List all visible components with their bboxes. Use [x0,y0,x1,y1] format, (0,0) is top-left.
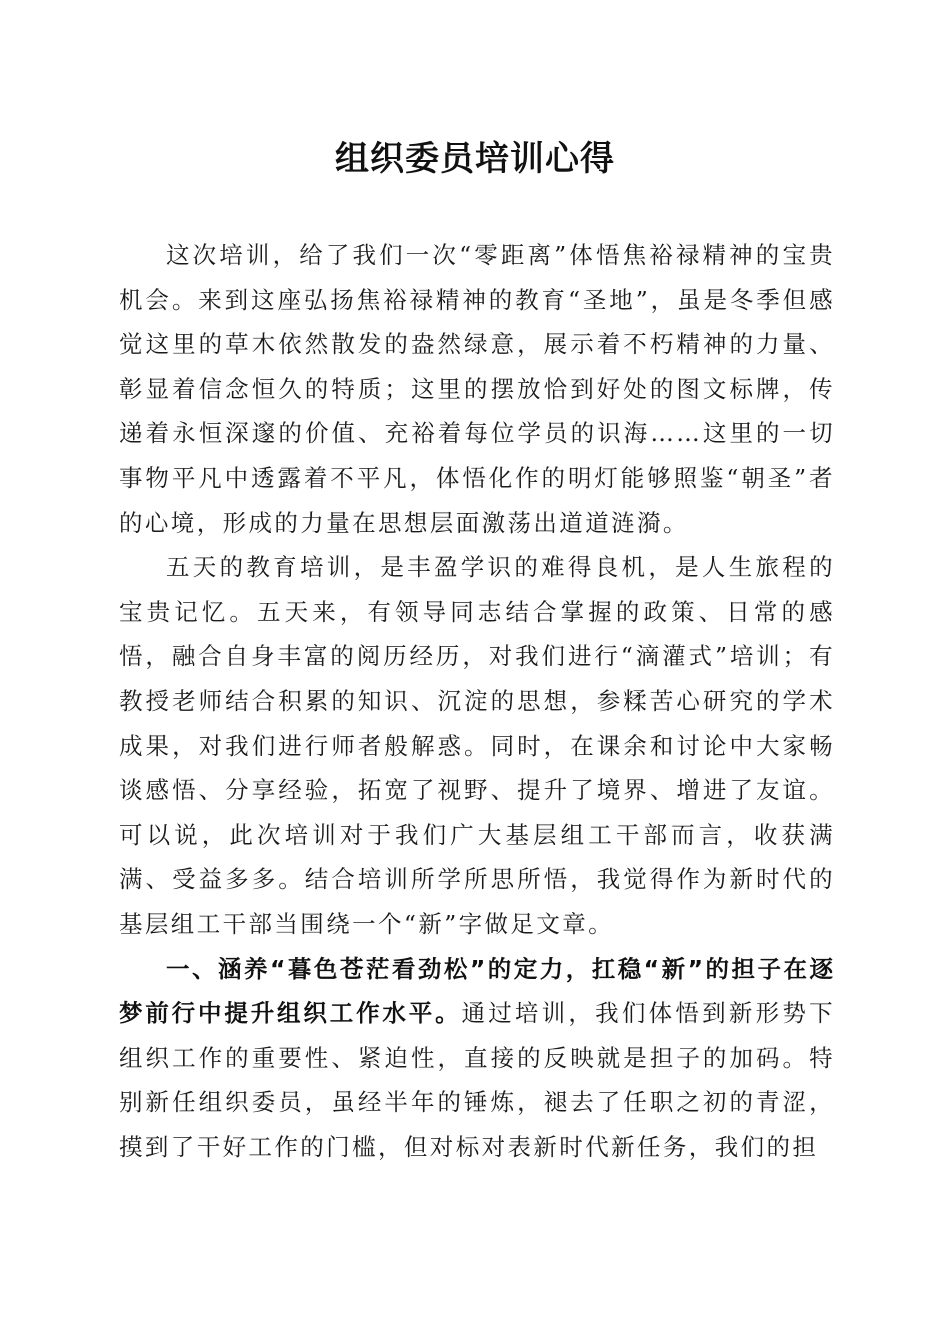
paragraph-1-text: 这次培训，给了我们一次“零距离”体悟焦裕禄精神的宝贵机会。来到这座弘扬焦裕禄精神的教育“圣地”，虽是冬季但感觉这里的草木依然散发的盎然绿意，展示着不朽精神的力量、彰显着信念恒久的特质；这里的摆放恰到好处的图文标牌，传递着永恒深邃的价值、充裕着每位学员的识海……这里的一切事物平凡中透露着不平凡，体悟化作的明灯能够照鉴“朝圣”者的心境，形成的力量在思想层面激荡出道道涟漪。 [119,241,835,537]
paragraph-3-text: 通过培训，我们体悟到新形势下组织工作的重要性、紧迫性，直接的反映就是担子的加码。特别新任组织委员，虽经半年的锤炼，褪去了任职之初的青涩，摸到了干好工作的门槛，但对标对表新时代新任务，我们的担 [119,999,835,1161]
paragraph-1 [119,233,835,545]
document-body [119,233,835,1169]
paragraph-3 [119,947,835,1170]
paragraph-2 [119,545,835,946]
paragraph-2-text: 五天的教育培训，是丰盈学识的难得良机，是人生旅程的宝贵记忆。五天来，有领导同志结合掌握的政策、日常的感悟，融合自身丰富的阅历经历，对我们进行“滴灌式”培训；有教授老师结合积累的知识、沉淀的思想，参糅苦心研究的学术成果，对我们进行师者般解惑。同时，在课余和讨论中大家畅谈感悟、分享经验，拓宽了视野、提升了境界、增进了友谊。可以说，此次培训对于我们广大基层组工干部而言，收获满满、受益多多。结合培训所学所思所悟，我觉得作为新时代的基层组工干部当围绕一个“新”字做足文章。 [119,553,835,938]
section-heading-1: 一、涵养“暮色苍茫看劲松”的定力，扛稳“新”的担子在逐梦前行中提升组织工作水平。 [119,954,835,1028]
document-title: 组织委员培训心得 [335,139,615,179]
